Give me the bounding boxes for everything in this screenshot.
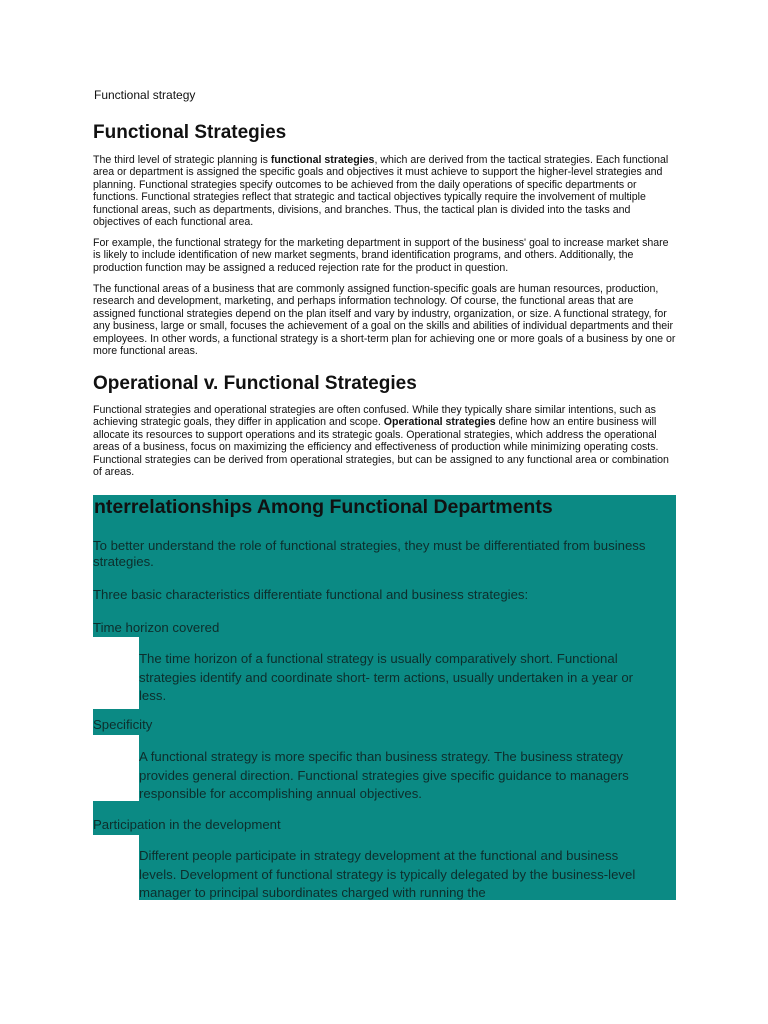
section-heading-functional-strategies: Functional Strategies	[93, 122, 287, 143]
indent-gap	[93, 835, 139, 900]
paragraph-intro-text-b: , which are derived from the tactical strategies. Each functional area or department is assigned the specific goals and objectives it must achieve to support the higher-level strategies and planning. Functional strategies specify outcomes to be achieved from the daily operations of specific departments or functions. Functional strategies reflect that strategic and tactical objectives typically require the involvement of multiple functional areas, such as departments, divisions, and branches. Thus, the tactical plan is divided into the tasks and objectives of each functional area.	[93, 154, 669, 229]
indent-gap	[93, 637, 139, 709]
interrelationships-section	[93, 495, 676, 900]
interrelationships-intro: To better understand the role of functional strategies, they must be differentiated from business strategies.	[93, 538, 646, 569]
section-heading-operational-vs-functional: Operational v. Functional Strategies	[93, 373, 417, 394]
paragraph-intro-text-a: The third level of strategic planning is	[93, 154, 271, 166]
paragraph-functional-areas: The functional areas of a business that are commonly assigned function-specific goals are human resources, production, research and development, marketing, and perhaps information technology. Of course, the functional areas that are assigned functional strategies depend on the plan itself and vary by industry, organization, or size. A functional strategy, for any business, large or small, focuses the achievement of a goal on the skills and abilities of individual departments and their employees. In other words, a functional strategy is a short-term plan for achieving one or more goals of a business by one or more functional areas.	[93, 283, 676, 358]
characteristic-text-specificity: A functional strategy is more specific than business strategy. The business strategy provides general direction. Functional strategies give specific guidance to managers responsible for accomplishing annual objectives.	[139, 749, 629, 802]
paragraph-intro-bold: functional strategies	[270, 154, 375, 166]
characteristic-label-specificity: Specificity	[93, 717, 153, 732]
characteristic-text-participation: Different people participate in strategy development at the functional and business levels. Development of functional strategy is typically delegated by the business-level manager to principal subordinates charged with running the	[139, 848, 636, 900]
paragraph-operational-text-a: Functional strategies and operational strategies are often confused. While they typically share similar intentions, such as achieving strategic goals, they differ in application and scope.	[93, 404, 656, 429]
document-label: Functional strategy	[94, 88, 196, 102]
characteristic-label-participation: Participation in the development	[93, 817, 281, 832]
section-heading-interrelationships: nterrelationships Among Functional Departments	[94, 496, 553, 518]
characteristic-label-time-horizon: Time horizon covered	[93, 620, 220, 635]
interrelationships-lead: Three basic characteristics differentiate functional and business strategies:	[93, 587, 529, 602]
characteristic-text-time-horizon: The time horizon of a functional strategy is usually comparatively short. Functional strategies identify and coordinate short- term actions, usually undertaken in a year or less.	[139, 651, 634, 704]
paragraph-operational-bold: Operational strategies	[383, 416, 496, 429]
paragraph-example: For example, the functional strategy for the marketing department in support of the business' goal to increase market share is likely to include identification of new market segments, brand identification programs, and others. Additionally, the production function may be assigned a reduced rejection rate for the product in question.	[93, 237, 669, 274]
paragraph-intro	[93, 154, 678, 228]
indent-gap	[93, 735, 139, 801]
paragraph-operational-text-b: define how an entire business will allocate its resources to support operations and its strategic goals. Operational strategies, which address the operational areas of a business, focus on maximizing the efficiency and effectiveness of production while minimizing operating costs. Functional strategies can be derived from operational strategies, but can be assigned to any functional area or combination of areas.	[93, 416, 669, 479]
paragraph-operational	[93, 404, 678, 478]
